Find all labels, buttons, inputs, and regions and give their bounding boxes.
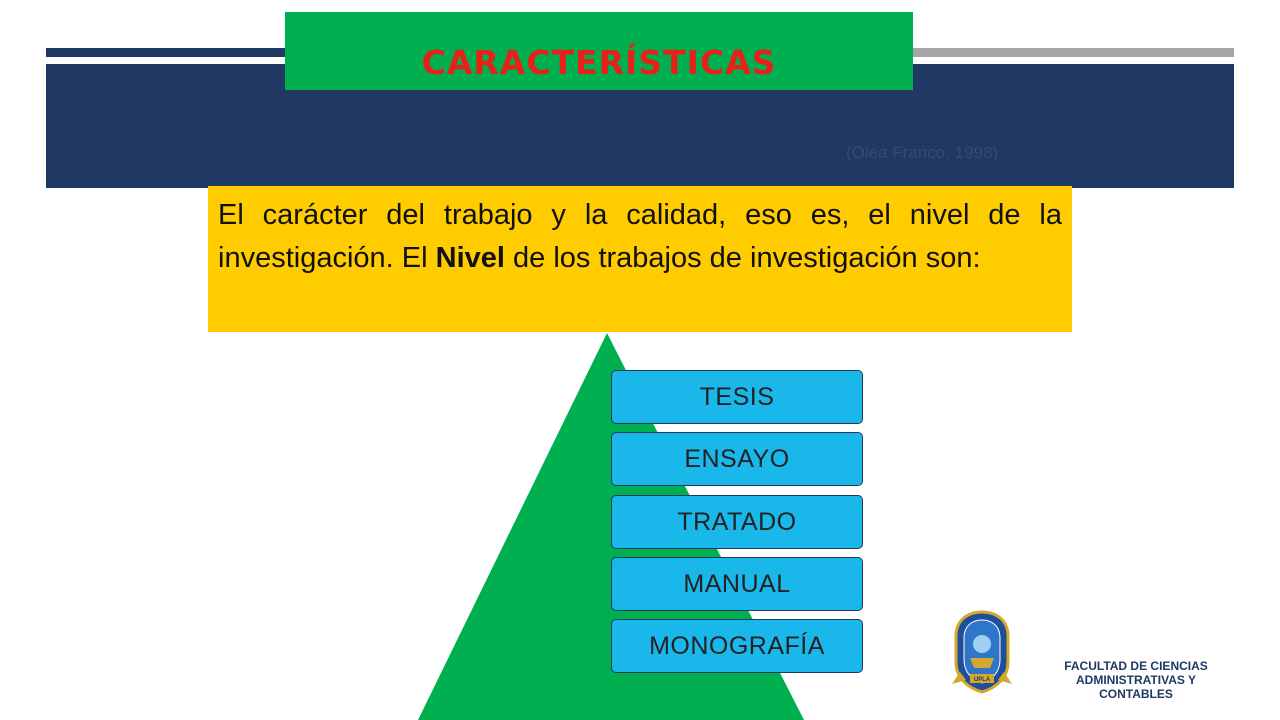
citation: (Olea Franco, 1998)	[846, 143, 999, 162]
intro-text-end: de los trabajos de investigación son:	[504, 242, 981, 274]
level-label: ENSAYO	[684, 444, 790, 473]
level-label: TRATADO	[677, 507, 797, 536]
university-logo	[952, 610, 1012, 694]
level-tesis	[611, 370, 863, 424]
svg-text:UPLA: UPLA	[973, 677, 991, 683]
level-label: MANUAL	[683, 569, 791, 598]
intro-text-start: El carácter del trabajo y la calidad, eso es, el nivel de la investigación. El	[218, 199, 1062, 274]
level-monografia	[611, 619, 863, 673]
slide-title: CARACTERÍSTICAS	[421, 43, 777, 82]
level-label: MONOGRAFÍA	[649, 631, 825, 660]
level-label: TESIS	[699, 382, 775, 411]
intro-text-bold: Nivel	[435, 242, 505, 274]
level-tratado	[611, 495, 863, 549]
level-ensayo	[611, 432, 863, 486]
level-manual	[611, 557, 863, 611]
faculty-name: FACULTAD DE CIENCIAS ADMINISTRATIVAS Y CONTABLES	[1064, 659, 1208, 701]
